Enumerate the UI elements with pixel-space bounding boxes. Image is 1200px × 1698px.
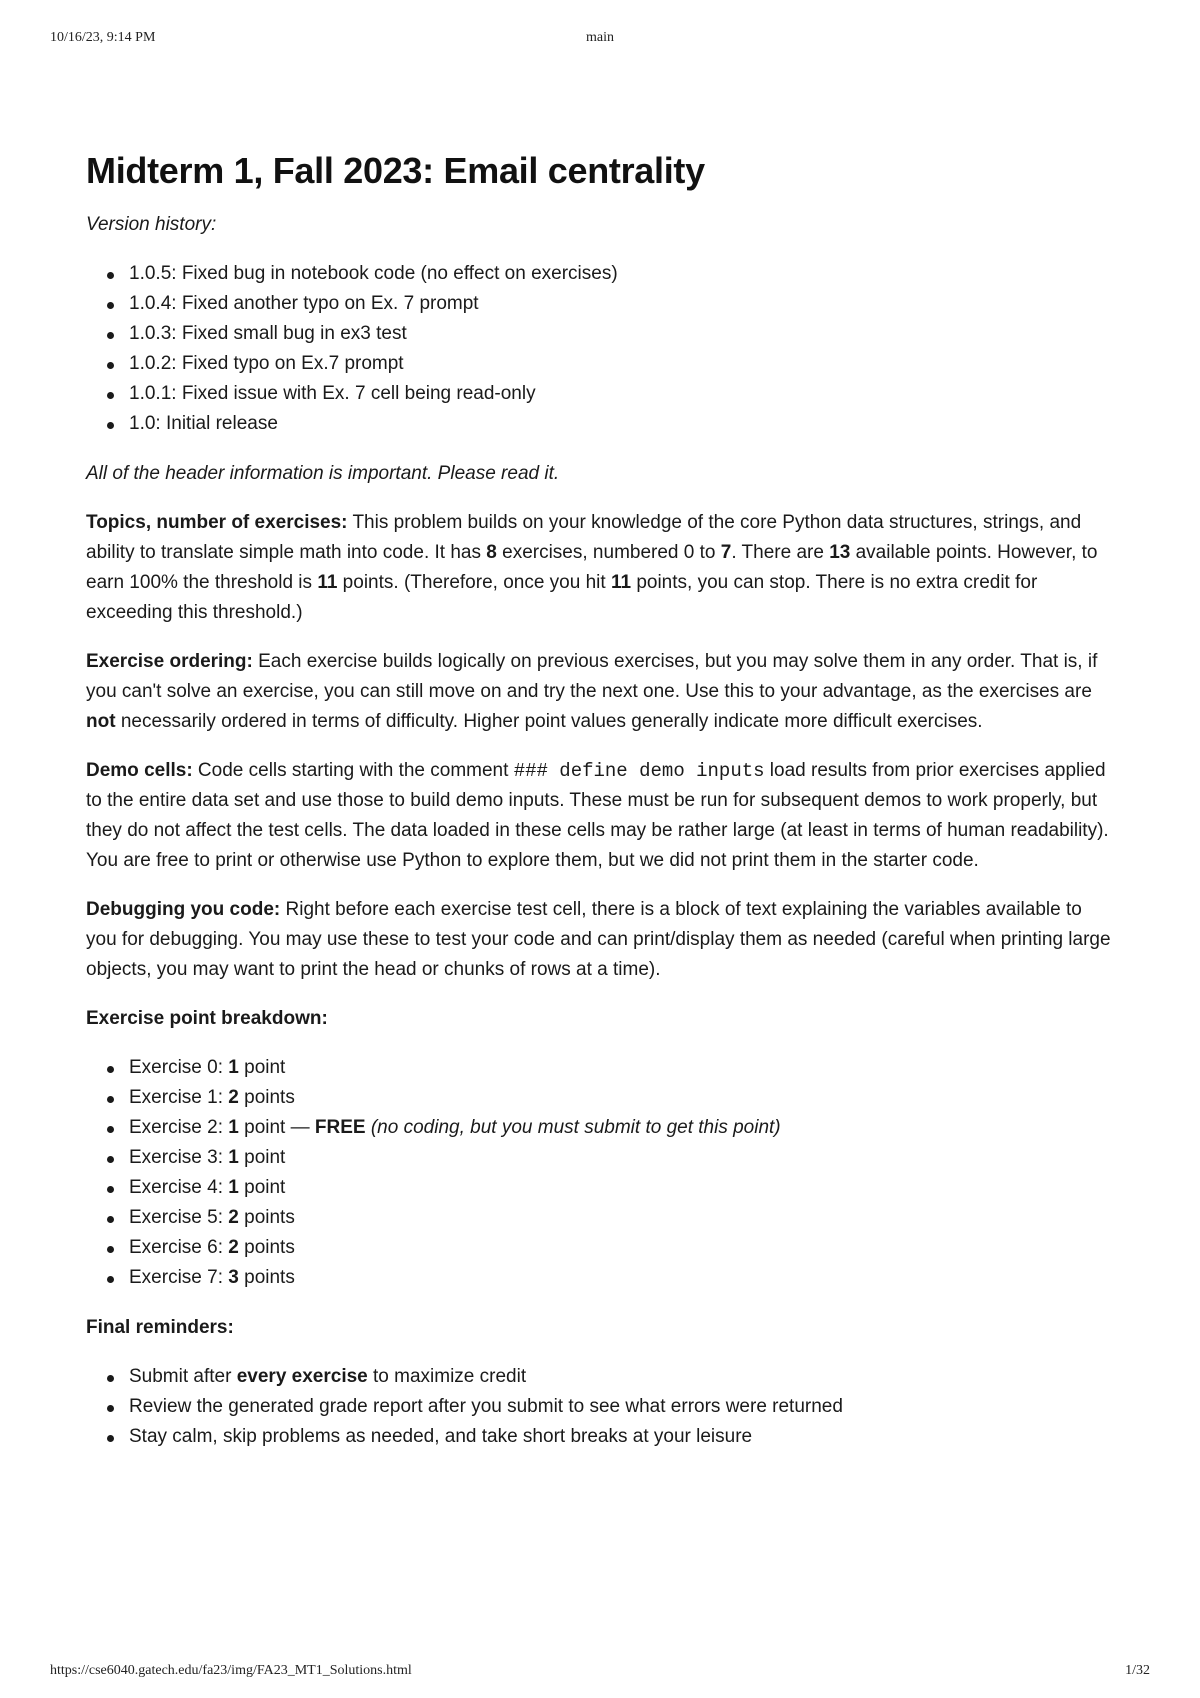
print-footer xyxy=(50,1663,1150,1683)
list-item: 1.0.1: Fixed issue with Ex. 7 cell being read-only xyxy=(129,379,1116,409)
list-item: Exercise 4: 1 point xyxy=(129,1173,1116,1203)
breakdown-list xyxy=(86,1053,1116,1293)
print-header xyxy=(50,30,1150,50)
breakdown-heading: Exercise point breakdown: xyxy=(86,1008,328,1029)
debugging-label: Debugging you code: xyxy=(86,899,281,920)
list-item: Exercise 7: 3 points xyxy=(129,1263,1116,1293)
page-number: 1/32 xyxy=(1125,1663,1150,1678)
reminders-heading: Final reminders: xyxy=(86,1317,234,1338)
debugging-paragraph: Debugging you code: Right before each exercise test cell, there is a block of text explaining the variables available to you for debugging. You may use these to test your code and can print/display them as needed (careful when printing large objects, you may want to print the head or chunks of rows at a time). xyxy=(86,899,1111,980)
list-item: Stay calm, skip problems as needed, and take short breaks at your leisure xyxy=(129,1422,1116,1452)
list-item: 1.0.5: Fixed bug in notebook code (no effect on exercises) xyxy=(129,259,1116,289)
list-item: 1.0: Initial release xyxy=(129,409,1116,439)
list-item: Exercise 1: 2 points xyxy=(129,1083,1116,1113)
list-item: Exercise 3: 1 point xyxy=(129,1143,1116,1173)
list-item: Exercise 6: 2 points xyxy=(129,1233,1116,1263)
topics-label: Topics, number of exercises: xyxy=(86,512,348,533)
version-history-label: Version history: xyxy=(86,214,217,235)
list-item: 1.0.4: Fixed another typo on Ex. 7 prompt xyxy=(129,289,1116,319)
ordering-paragraph: Exercise ordering: Each exercise builds logically on previous exercises, but you may solve them in any order. That is, if you can't solve an exercise, you can still move on and try the next one. Use this to your advantage, as the exercises are not necessarily ordered in terms of difficulty. Higher point values generally indicate more difficult exercises. xyxy=(86,651,1098,732)
print-datetime: 10/16/23, 9:14 PM xyxy=(50,30,156,45)
version-history-list xyxy=(86,259,1116,439)
header-note: All of the header information is important. Please read it. xyxy=(86,463,560,484)
demo-paragraph: Demo cells: Code cells starting with the comment ### define demo inputs load results from prior exercises applied to the entire data set and use those to build demo inputs. These must be run for subsequent demos to work properly, but they do not affect the test cells. The data loaded in these cells may be rather large (at least in terms of human readability). You are free to print or otherwise use Python to explore them, but we did not print them in the starter code. xyxy=(86,760,1109,871)
list-item: Exercise 2: 1 point — FREE (no coding, but you must submit to get this point) xyxy=(129,1113,1116,1143)
page-title: Midterm 1, Fall 2023: Email centrality xyxy=(86,150,705,191)
list-item: Exercise 5: 2 points xyxy=(129,1203,1116,1233)
document-body xyxy=(86,150,1116,1472)
demo-code: ### define demo inputs xyxy=(513,760,765,782)
ordering-label: Exercise ordering: xyxy=(86,651,253,672)
free-label: FREE xyxy=(314,1117,366,1138)
reminders-list xyxy=(86,1362,1116,1452)
list-item: Review the generated grade report after you submit to see what errors were returned xyxy=(129,1392,1116,1422)
list-item: 1.0.3: Fixed small bug in ex3 test xyxy=(129,319,1116,349)
list-item: 1.0.2: Fixed typo on Ex.7 prompt xyxy=(129,349,1116,379)
list-item: Submit after every exercise to maximize credit xyxy=(129,1362,1116,1392)
demo-label: Demo cells: xyxy=(86,760,193,781)
topics-paragraph: Topics, number of exercises: This problem builds on your knowledge of the core Python data structures, strings, and ability to translate simple math into code. It has 8 exercises, numbered 0 to 7. There are 13 available points. However, to earn 100% the threshold is 11 points. (Therefore, once you hit 11 points, you can stop. There is no extra credit for exceeding this threshold.) xyxy=(86,512,1098,623)
list-item: Exercise 0: 1 point xyxy=(129,1053,1116,1083)
print-url-link[interactable]: https://cse6040.gatech.edu/fa23/img/FA23_MT1_Solutions.html xyxy=(50,1663,412,1678)
print-page-title: main xyxy=(586,30,614,45)
